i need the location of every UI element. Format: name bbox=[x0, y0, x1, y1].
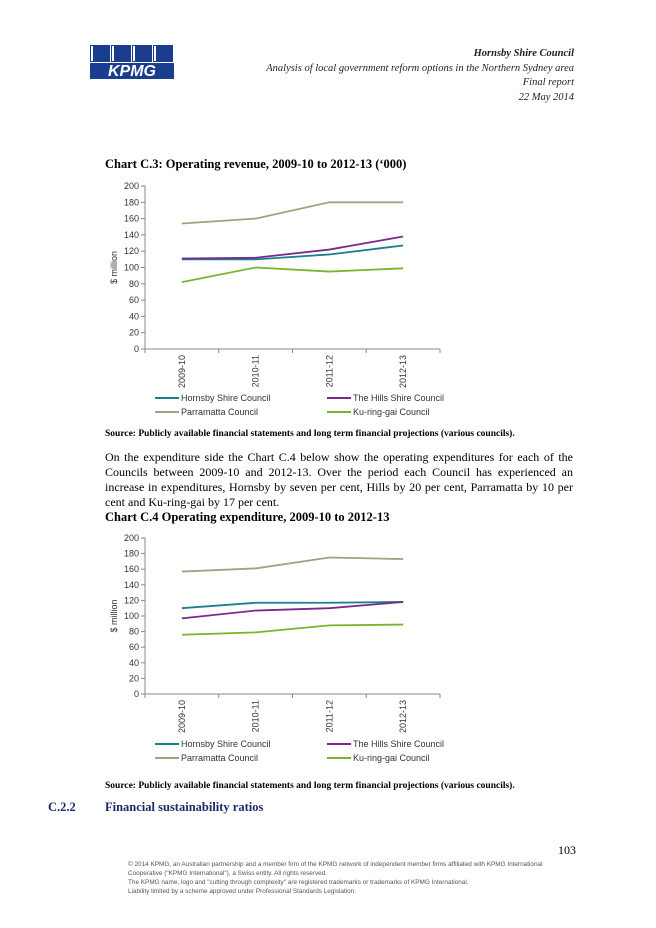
legend-label: The Hills Shire Council bbox=[353, 393, 445, 403]
y-tick-label: 180 bbox=[123, 197, 139, 208]
header-title: Hornsby Shire Council bbox=[473, 48, 574, 59]
legend-label: Hornsby Shire Council bbox=[181, 739, 271, 749]
series-line-ku-ring-gai-council bbox=[182, 268, 403, 283]
y-tick-label: 140 bbox=[123, 229, 139, 240]
legend-label: Parramatta Council bbox=[181, 753, 259, 763]
series-line-the-hills-shire-council bbox=[182, 237, 403, 259]
y-tick-label: 120 bbox=[123, 595, 139, 606]
y-tick-label: 80 bbox=[128, 626, 139, 637]
footer-copyright: © 2014 KPMG, an Australian partnership and a member firm of the KPMG network of independent member firms affiliated with KPMG International Cooperative ("KPMG International"), a Swiss entity. All rights reserved. bbox=[128, 861, 543, 877]
chart-c3-heading: Chart C.3: Operating revenue, 2009-10 to 2012-13 (‘000) bbox=[105, 157, 407, 171]
chart-c3-operating-revenue bbox=[105, 178, 485, 418]
footer-trademark: The KPMG name, logo and "cutting through complexity" are registered trademarks or trademarks of KPMG International. bbox=[128, 879, 469, 886]
series-line-ku-ring-gai-council bbox=[182, 625, 403, 635]
chart-c3-source: Source: Publicly available financial statements and long term financial projections (various councils). bbox=[105, 429, 515, 439]
series-line-parramatta-council bbox=[182, 558, 403, 572]
y-axis-label: $ million bbox=[109, 599, 119, 633]
legend-label: Hornsby Shire Council bbox=[181, 393, 271, 403]
legend-label: The Hills Shire Council bbox=[353, 739, 445, 749]
x-tick-label: 2012-13 bbox=[398, 700, 409, 734]
y-tick-label: 140 bbox=[123, 579, 139, 590]
chart-c4-source: Source: Publicly available financial statements and long term financial projections (various councils). bbox=[105, 781, 515, 791]
header-report: Final report bbox=[522, 77, 574, 88]
x-tick-label: 2010-11 bbox=[250, 355, 261, 388]
footer-liability: Liability limited by a scheme approved under Professional Standards Legislation. bbox=[128, 888, 357, 895]
y-tick-label: 0 bbox=[133, 344, 139, 354]
section-number: C.2.2 bbox=[48, 800, 76, 814]
x-tick-label: 2012-13 bbox=[398, 355, 409, 389]
chart-c4-heading: Chart C.4 Operating expenditure, 2009-10 to 2012-13 bbox=[105, 510, 390, 524]
page-number: 103 bbox=[558, 843, 576, 857]
kpmg-logo-text: KPMG bbox=[108, 63, 156, 79]
section-heading bbox=[48, 800, 263, 815]
header-date: 22 May 2014 bbox=[518, 91, 574, 103]
y-tick-label: 60 bbox=[128, 642, 139, 653]
body-paragraph: On the expenditure side the Chart C.4 below show the operating expenditures for each of the Councils between 2009-10 and 2012-13. Over the period each Council has experienced an increase in expenditures, Hornsby by seven per cent, Hills by 20 per cent, Parramatta by 10 per cent and Ku-ring-gai by 17 per cent. bbox=[105, 450, 573, 509]
legend-label: Ku-ring-gai Council bbox=[353, 753, 430, 763]
x-tick-label: 2010-11 bbox=[250, 700, 261, 733]
series-line-parramatta-council bbox=[182, 202, 403, 223]
y-tick-label: 20 bbox=[128, 327, 139, 338]
y-tick-label: 20 bbox=[128, 673, 139, 684]
chart-c4-operating-expenditure bbox=[105, 530, 485, 770]
series-line-the-hills-shire-council bbox=[182, 602, 403, 618]
y-tick-label: 80 bbox=[128, 278, 139, 289]
y-tick-label: 0 bbox=[133, 689, 139, 699]
y-tick-label: 40 bbox=[128, 657, 139, 668]
x-tick-label: 2009-10 bbox=[176, 700, 187, 734]
x-tick-label: 2009-10 bbox=[176, 355, 187, 389]
legend-label: Ku-ring-gai Council bbox=[353, 407, 430, 417]
y-tick-label: 160 bbox=[123, 213, 139, 224]
y-tick-label: 160 bbox=[123, 564, 139, 575]
y-tick-label: 180 bbox=[123, 548, 139, 559]
y-tick-label: 100 bbox=[123, 262, 139, 273]
page-header bbox=[266, 47, 574, 105]
x-tick-label: 2011-12 bbox=[324, 700, 335, 733]
y-axis-label: $ million bbox=[109, 250, 119, 285]
y-tick-label: 100 bbox=[123, 611, 139, 621]
y-tick-label: 200 bbox=[123, 533, 139, 543]
y-tick-label: 200 bbox=[123, 181, 139, 191]
x-tick-label: 2011-12 bbox=[324, 355, 335, 388]
kpmg-logo bbox=[90, 45, 174, 79]
y-tick-label: 120 bbox=[123, 246, 139, 257]
section-title: Financial sustainability ratios bbox=[105, 800, 264, 814]
y-tick-label: 60 bbox=[128, 295, 139, 306]
header-subtitle: Analysis of local government reform options in the Northern Sydney area bbox=[266, 62, 574, 74]
y-tick-label: 40 bbox=[128, 311, 139, 322]
legend-label: Parramatta Council bbox=[181, 407, 259, 417]
page-footer bbox=[128, 860, 568, 896]
